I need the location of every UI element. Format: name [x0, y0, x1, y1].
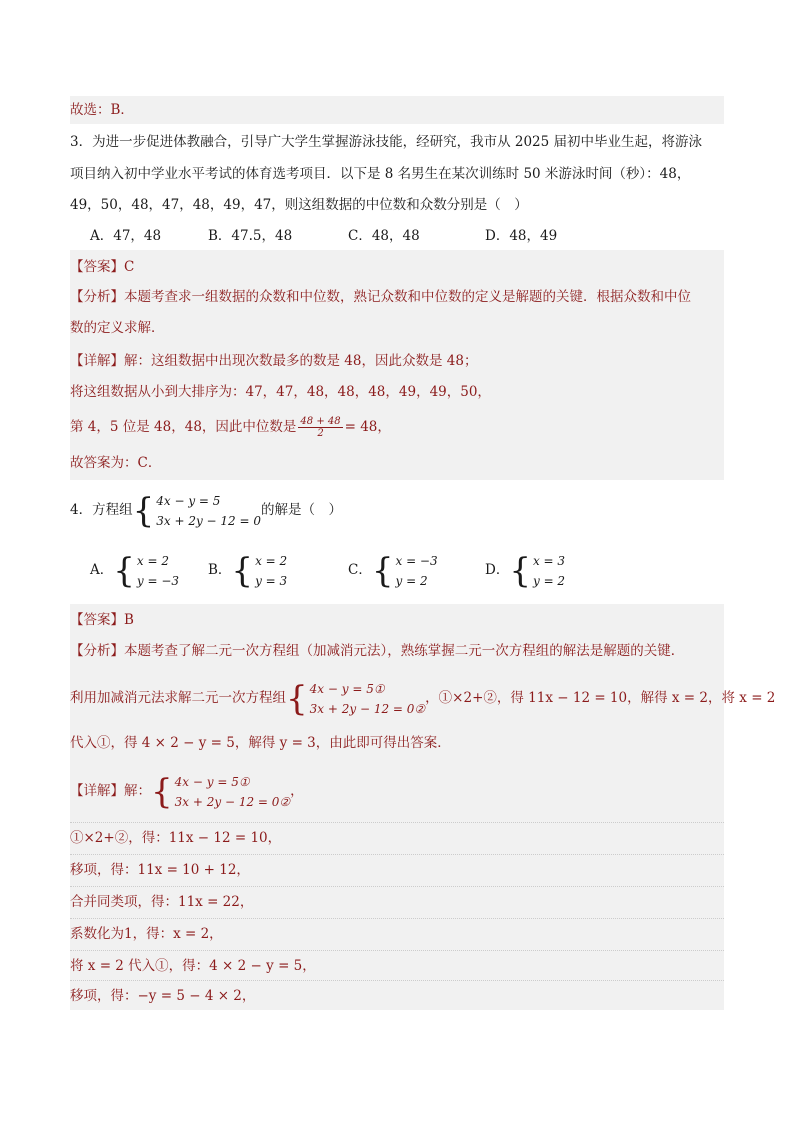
option-line-1: x = −3	[395, 553, 438, 568]
q4-detail-eq-1: 4x − y = 5①	[174, 774, 250, 789]
q4-stem	[70, 490, 724, 530]
q4-detail-prefix: 解：	[124, 783, 151, 799]
q4-option-b	[208, 550, 287, 591]
left-brace-icon: {	[231, 550, 254, 591]
q4-detail-suffix: ，	[290, 783, 304, 799]
q4-eq-2: 3x + 2y − 12 = 0	[156, 513, 262, 528]
q3-stem-line-3: 49，50，48，47，48，49，47，则这组数据的中位数和众数分别是（ ）	[70, 197, 528, 213]
q4-step-2: 移项，得：11x = 10 + 12，	[70, 854, 724, 885]
q3-analysis-tag: 【分析】	[70, 289, 124, 305]
prev-answer-conclusion: 故选：B．	[70, 96, 724, 124]
option-line-2: y = 3	[255, 573, 288, 588]
fraction-numerator: 48 + 48	[300, 416, 341, 427]
q4-detail-tag: 【详解】	[70, 783, 124, 799]
q3-detail-median-text: 第 4，5 位是 48，48，因此中位数是	[70, 419, 297, 435]
q4-answer-value: B	[124, 612, 134, 628]
q3-option-c: C．48，48	[348, 228, 420, 244]
q3-analysis-line-1	[70, 287, 724, 307]
option-label: B．	[208, 562, 232, 578]
option-label: D．	[485, 562, 510, 578]
left-brace-icon: {	[371, 550, 394, 591]
q4-detail-header	[70, 770, 724, 812]
q4-equation-system	[133, 491, 261, 531]
q3-answer	[70, 257, 724, 277]
q4-step-1: ①×2+②，得：11x − 12 = 10，	[70, 822, 724, 853]
q3-detail-line-2: 将这组数据从小到大排序为：47，47，48，48，48，49，49，50，	[70, 384, 491, 400]
q4-analysis-text: 本题考查了解二元一次方程组（加减消元法），熟练掌握二元一次方程组的解法是解题的关键．	[124, 643, 685, 659]
q4-stem-suffix: 的解是（ ）	[261, 502, 343, 518]
q3-median-result: = 48，	[344, 419, 391, 435]
left-brace-icon: {	[132, 490, 155, 531]
q4-option-d	[485, 550, 565, 591]
q3-detail-line-4: 故答案为：C．	[70, 455, 162, 471]
q4-analysis-method-text: 利用加减消元法求解二元一次方程组	[70, 690, 286, 706]
q4-step-3: 合并同类项，得：11x = 22，	[70, 886, 724, 917]
q4-stem-prefix: 4．方程组	[70, 502, 133, 518]
q4-analysis-steps: ，①×2+②，得 11x − 12 = 10，解得 x = 2，将 x = 2	[425, 690, 776, 706]
q3-analysis-line-2: 数的定义求解．	[70, 320, 165, 336]
option-line-2: y = −3	[136, 573, 180, 588]
left-brace-icon: {	[151, 771, 173, 812]
option-label: C．	[348, 562, 372, 578]
q3-stem-line-1: 3．为进一步促进体教融合，引导广大学生掌握游泳技能，经研究，我市从 2025 届初中毕业生起，将游泳	[70, 134, 703, 150]
left-brace-icon: {	[286, 678, 308, 719]
q4-answer	[70, 610, 724, 630]
q3-answer-tag: 【答案】	[70, 259, 124, 275]
left-brace-icon: {	[113, 550, 135, 591]
q4-eq-1: 4x − y = 5	[156, 493, 221, 508]
q3-median-fraction	[298, 416, 342, 439]
q3-option-d: D．48，49	[485, 228, 558, 244]
q4-step-5: 将 x = 2 代入①，得：4 × 2 − y = 5，	[70, 950, 724, 981]
option-line-2: y = 2	[532, 573, 566, 588]
q3-detail-text: 解：这组数据中出现次数最多的数是 48，因此众数是 48；	[124, 353, 478, 369]
q4-analysis-tag: 【分析】	[70, 643, 124, 659]
q4-analysis-line-2	[70, 677, 776, 719]
q3-stem-line-2: 项目纳入初中学业水平考试的体育选考项目．以下是 8 名男生在某次训练时 50 米游泳时间（秒）：48，	[70, 166, 691, 182]
q3-detail-tag: 【详解】	[70, 353, 124, 369]
left-brace-icon: {	[509, 550, 531, 591]
fraction-denominator: 2	[317, 428, 324, 439]
q3-answer-value: C	[124, 259, 135, 275]
option-line-2: y = 2	[395, 573, 428, 588]
option-line-1: x = 2	[136, 553, 169, 568]
q3-analysis-text: 本题考查求一组数据的众数和中位数，熟记众数和中位数的定义是解题的关键．根据众数和中位	[124, 289, 691, 305]
q4-analysis-system	[286, 679, 425, 719]
q4-options	[70, 550, 724, 590]
q3-option-a: A．47，48	[90, 228, 162, 244]
q4-detail-system	[151, 772, 290, 812]
option-label: A．	[90, 562, 114, 578]
q4-analysis-eq-1: 4x − y = 5①	[309, 681, 385, 696]
q4-step-6: 移项，得：−y = 5 − 4 × 2，	[70, 980, 724, 1011]
q3-option-b: B．47.5，48	[208, 228, 293, 244]
q3-detail-line-1	[70, 351, 724, 371]
option-line-1: x = 2	[255, 553, 288, 568]
q4-analysis-eq-2: 3x + 2y − 12 = 0②	[309, 701, 426, 716]
q4-step-4: 系数化为1，得：x = 2，	[70, 918, 724, 949]
q4-answer-tag: 【答案】	[70, 612, 124, 628]
q4-analysis-line-3: 代入①，得 4 × 2 − y = 5，解得 y = 3，由此即可得出答案．	[70, 735, 451, 751]
q4-detail-eq-2: 3x + 2y − 12 = 0②	[174, 794, 291, 809]
q4-option-c	[348, 550, 438, 591]
option-line-1: x = 3	[532, 553, 566, 568]
q3-detail-line-3	[70, 414, 724, 440]
q4-option-a	[90, 550, 179, 591]
q4-analysis-line-1	[70, 641, 724, 661]
